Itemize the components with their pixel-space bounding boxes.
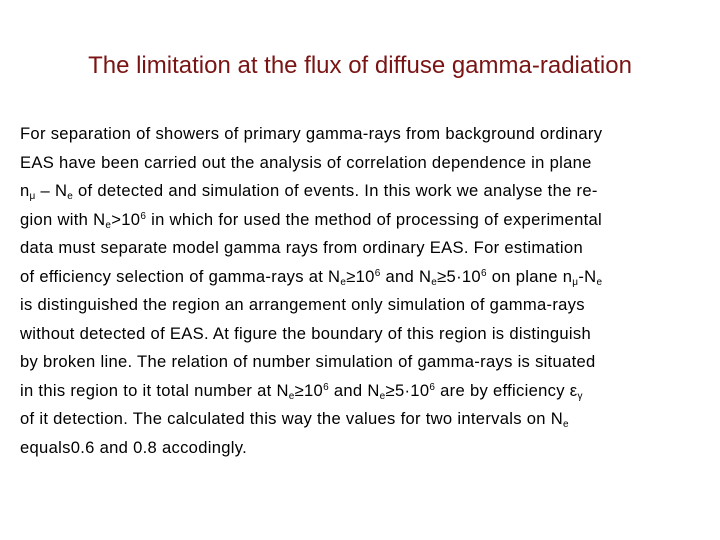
text-line-6 [20, 263, 710, 292]
subscript: e [563, 419, 569, 430]
text-line-10 [20, 377, 710, 406]
text-line-11 [20, 405, 710, 434]
subscript: μ [572, 276, 579, 288]
text-segment: of efficiency selection of gamma-rays at N [20, 266, 341, 286]
subscript: e [379, 390, 386, 402]
text-segment: and N [380, 266, 432, 286]
text-segment: ≥5·10 [385, 380, 430, 400]
subscript: μ [29, 191, 36, 202]
text-segment: of it detection. The calculated this way the values for two intervals on N [20, 409, 564, 428]
text-line-5: data must separate model gamma rays from ordinary EAS. For estimation [20, 238, 583, 257]
text-line-4 [20, 206, 710, 235]
subscript: γ [577, 390, 583, 402]
text-segment: >10 [111, 209, 141, 229]
text-line-9: by broken line. The relation of number simulation of gamma-rays is situated [20, 352, 596, 371]
text-line-2: EAS have been carried out the analysis of correlation dependence in plane [20, 152, 592, 172]
text-line-12: equals0.6 and 0.8 accodingly. [20, 437, 248, 457]
text-segment: on plane n [486, 266, 573, 286]
text-segment: in this region to it total number at N [20, 380, 289, 400]
superscript: 6 [323, 381, 329, 393]
text-line-1: For separation of showers of primary gamma-rays from background ordinary [20, 124, 603, 143]
text-segment: and N [328, 380, 380, 400]
subscript: e [288, 390, 295, 402]
text-line-7: is distinguished the region an arrangement only simulation of gamma-rays [20, 295, 585, 314]
text-segment: ≥10 [294, 380, 324, 400]
subscript: e [105, 219, 112, 231]
subscript: e [67, 191, 74, 202]
text-segment: ≥5·10 [437, 266, 481, 286]
subscript: e [596, 276, 603, 288]
text-segment: ≥10 [346, 266, 375, 286]
text-line-8: without detected of EAS. At figure the boundary of this region is distinguish [20, 323, 592, 343]
subscript: e [431, 276, 438, 288]
text-segment: n [20, 181, 30, 200]
text-segment: -N [578, 266, 597, 286]
text-segment: are by efficiency ε [435, 380, 578, 400]
superscript: 6 [140, 210, 147, 222]
text-segment: in which for used the method of processing of experimental [146, 209, 603, 229]
superscript: 6 [374, 267, 381, 279]
body-paragraph [20, 120, 710, 462]
text-segment: gion with N [20, 209, 106, 229]
superscript: 6 [480, 267, 487, 279]
text-line-3 [20, 177, 710, 206]
text-segment: – N [35, 181, 68, 200]
text-segment: of detected and simulation of events. In this work we analyse the re- [73, 181, 598, 200]
superscript: 6 [429, 381, 436, 393]
subscript: e [340, 276, 347, 288]
slide-title: The limitation at the flux of diffuse gamma-radiation [88, 52, 632, 79]
